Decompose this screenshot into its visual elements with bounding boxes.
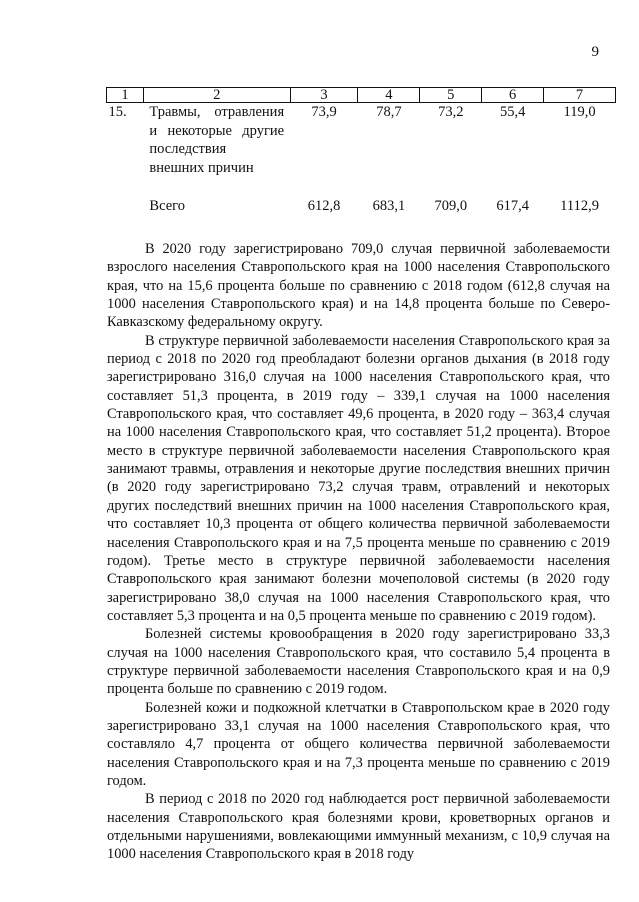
row-number: 15. xyxy=(108,104,127,120)
body-text xyxy=(107,240,610,864)
row-value: 683,1 xyxy=(372,198,406,214)
header-cell: 4 xyxy=(358,88,420,103)
header-cell: 3 xyxy=(290,88,358,103)
row-name: Травмы, отравления и некоторые другие последствия внешних причин xyxy=(149,104,285,176)
header-cell: 1 xyxy=(107,88,144,103)
header-cell: 2 xyxy=(143,88,290,103)
paragraph: В период с 2018 по 2020 год наблюдается рост первичной заболеваемости населения Ставропольского края болезнями крови, кроветворных органов и отдельными нарушениями, вовлекающими иммунный механизм, с 10,9 случая на 1000 населения Ставропольского края в 2018 году xyxy=(107,791,610,863)
row-value: 73,2 xyxy=(438,104,464,120)
row-value: 55,4 xyxy=(499,104,526,120)
row-value: 709,0 xyxy=(434,198,468,214)
header-cell: 5 xyxy=(420,88,482,103)
row-number xyxy=(107,177,144,216)
row-value: 78,7 xyxy=(376,104,402,120)
paragraph: Болезней системы кровообращения в 2020 году зарегистрировано 33,3 случая на 1000 населения Ставропольского края, что составило 5,4 процента в структуре первичной заболеваемости населения Ставропольского края и на 0,9 процента больше по сравнению с 2019 годом. xyxy=(107,626,610,698)
header-cell: 6 xyxy=(482,88,544,103)
table-row-total xyxy=(107,177,616,216)
paragraph: В структуре первичной заболеваемости населения Ставропольского края за период с 2018 по 2020 год преобладают болезни органов дыхания (в 2018 году зарегистрировано 316,0 случая на 1000 населения Ставропольского края, что составляет 51,3 процента, в 2019 году – 339,1 случая на 1000 населения Ставропольского края, что составляет 49,6 процента, в 2020 году – 363,4 случая на 1000 населения Ставропольского края, что составляет 51,2 процента). Второе место в структуре первичной заболеваемости населения Ставропольского края занимают травмы, отравления и некоторые другие последствия внешних причин (в 2020 году зарегистрировано 73,2 случая травм, отравлений и некоторых других последствий внешних причин на 1000 населения Ставропольского края, что составляет 10,3 процента от общего количества первичной заболеваемости населения Ставропольского края и на 7,5 процента меньше по сравнению с 2019 годом). Третье место в структуре первичной заболеваемости населения Ставропольского края занимают болезни мочеполовой системы (в 2020 году зарегистрировано 38,0 случая на 1000 населения Ставропольского края, что составляет 5,3 процента и на 0,5 процента меньше по сравнению с 2019 годом). xyxy=(107,332,610,624)
row-value: 612,8 xyxy=(307,198,341,214)
page-number: 9 xyxy=(591,44,599,60)
row-value: 1112,9 xyxy=(560,198,599,214)
header-cell: 7 xyxy=(544,88,616,103)
paragraph: Болезней кожи и подкожной клетчатки в Ставропольском крае в 2020 году зарегистрировано 33,1 случая на 1000 населения Ставропольского края, что составляло 4,7 процента от общего количества первичной заболеваемости населения Ставропольского края и на 7,3 процента меньше по сравнению с 2019 годом. xyxy=(107,699,610,789)
row-value: 73,9 xyxy=(311,104,337,120)
paragraph: В 2020 году зарегистрировано 709,0 случая первичной заболеваемости взрослого населения Ставропольского края на 1000 населения Ставропольского края, что на 15,6 процента больше по сравнению с 2018 годом (612,8 случая на 1000 населения Ставропольского края) и на 14,8 процента больше по Северо-Кавказскому федеральному округу. xyxy=(107,241,610,331)
row-value: 617,4 xyxy=(496,198,529,214)
row-name: Всего xyxy=(149,198,185,214)
row-value: 119,0 xyxy=(563,104,596,120)
morbidity-table xyxy=(106,87,616,216)
table-header-row xyxy=(107,88,616,103)
table-row xyxy=(107,103,616,178)
